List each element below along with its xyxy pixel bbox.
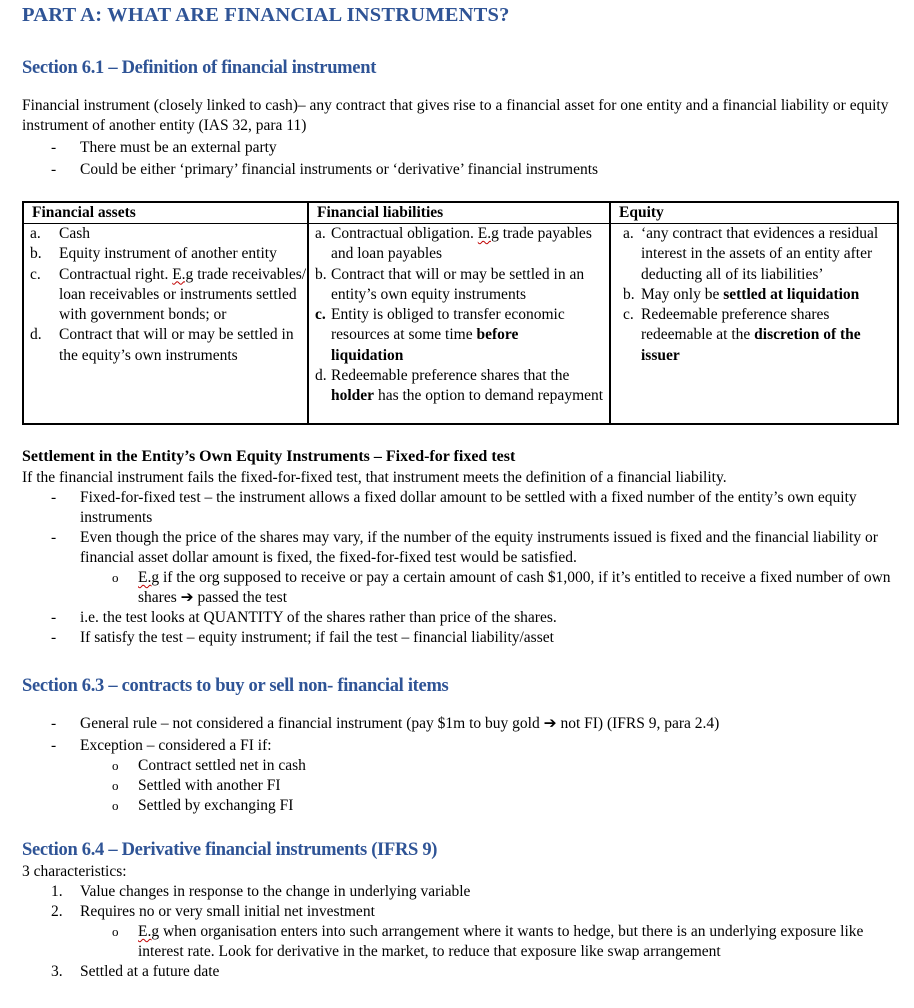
- list-item: [0, 138, 894, 158]
- spellcheck-word: E.g: [477, 225, 499, 242]
- emphasis-text: holder: [331, 387, 375, 405]
- item-label: a.: [623, 225, 634, 242]
- list-item: [24, 244, 307, 264]
- bullet-text: Could be either ‘primary’ financial instruments or ‘derivative’ financial instruments: [80, 161, 599, 178]
- list-item: [0, 628, 894, 648]
- item-number: 3.: [51, 963, 63, 980]
- bullet-text: if the org supposed to receive or pay a certain amount of cash $1,000, if it’s entitled to receive a fixed number of own shares ➔ passed the test: [138, 569, 891, 606]
- page-title: PART A: WHAT ARE FINANCIAL INSTRUMENTS?: [22, 4, 510, 26]
- item-text: Contractual right.: [59, 265, 173, 283]
- bullet-text: Fixed-for-fixed test – the instrument allows a fixed dollar amount to be settled with a fixed number of the entity’s own equity instruments: [80, 489, 857, 526]
- item-text: Cash: [59, 225, 90, 242]
- circle-bullet: o: [112, 798, 119, 813]
- bullet-text: General rule – not considered a financial instrument (pay $1m to buy gold ➔ not FI) (IFRS 9, para 2.4): [80, 715, 720, 732]
- spellcheck-word: E.g: [138, 569, 160, 586]
- item-text: Requires no or very small initial net investment: [80, 903, 375, 920]
- list-item: [0, 568, 894, 608]
- characteristics-list: [0, 882, 894, 982]
- settlement-bullets: [0, 488, 894, 648]
- item-label: d.: [315, 367, 327, 385]
- item-label: c.: [30, 265, 41, 283]
- list-item: [0, 736, 894, 756]
- list-item: [0, 902, 894, 922]
- section-6-4-heading: Section 6.4 – Derivative financial instruments (IFRS 9): [22, 840, 438, 860]
- section-6-4-intro: 3 characteristics:: [22, 863, 127, 880]
- bullet-text: If satisfy the test – equity instrument; if fail the test – financial liability/asset: [80, 629, 554, 646]
- item-number: 2.: [51, 903, 63, 920]
- item-label: b.: [30, 245, 42, 263]
- dash-bullet: -: [51, 529, 57, 546]
- section-6-3-heading: Section 6.3 – contracts to buy or sell non- financial items: [22, 676, 449, 696]
- equity-column: [611, 203, 897, 423]
- bullet-text: Settled by exchanging FI: [138, 797, 294, 814]
- settlement-intro: If the financial instrument fails the fixed-for-fixed test, that instrument meets the definition of a financial liability.: [22, 469, 727, 486]
- list-item: [611, 285, 897, 305]
- item-label: b.: [623, 285, 635, 303]
- assets-header: Financial assets: [24, 203, 307, 224]
- list-item: [0, 528, 894, 568]
- item-label: c.: [623, 306, 634, 324]
- emphasis-text: liquidation: [331, 346, 404, 364]
- item-text: Equity instrument of another entity: [59, 245, 277, 263]
- list-item: [611, 224, 897, 285]
- dash-bullet: -: [51, 139, 57, 156]
- emphasis-text: before: [476, 326, 519, 344]
- bullet-text: Settled with another FI: [138, 777, 281, 794]
- item-text: has the option to demand repayment: [374, 387, 604, 405]
- item-text: trade receivables/ loan receivables or instruments settled with government bonds; or: [59, 265, 307, 324]
- item-label: a.: [30, 225, 41, 242]
- assets-column: [24, 203, 309, 423]
- emphasis-text: settled at liquidation: [723, 285, 860, 303]
- bullet-text: Even though the price of the shares may vary, if the number of the equity instruments issued is fixed and the financial liability or financial asset dollar amount is fixed, the fixed-for-fixed test would be satisfied.: [80, 529, 878, 566]
- spellcheck-word: E.g: [172, 265, 194, 283]
- equity-header: Equity: [611, 203, 897, 224]
- list-item: [24, 265, 307, 326]
- dash-bullet: -: [51, 161, 57, 178]
- dash-bullet: -: [51, 715, 57, 732]
- list-item: [0, 796, 894, 816]
- bullet-text: Exception – considered a FI if:: [80, 737, 272, 754]
- list-item: [611, 305, 897, 366]
- list-item: [0, 160, 894, 180]
- item-number: 1.: [51, 883, 63, 900]
- list-item: [0, 776, 894, 796]
- bullet-text: i.e. the test looks at QUANTITY of the shares rather than price of the shares.: [80, 609, 557, 626]
- list-item: [0, 488, 894, 528]
- circle-bullet: o: [112, 570, 119, 585]
- bullet-text: Contract settled net in cash: [138, 757, 306, 774]
- liabilities-header: Financial liabilities: [309, 203, 609, 224]
- item-text: Contractual obligation.: [331, 225, 478, 242]
- item-text: ‘any contract that evidences a residual interest in the assets of an entity after deducting all of its liabilities’: [641, 225, 879, 283]
- list-item: [309, 366, 609, 407]
- item-text: Entity is obliged to transfer economic resources at some time: [331, 306, 565, 344]
- item-text: when organisation enters into such arrangement where it wants to hedge, but there is an underlying exposure like interest rate. Look for derivative in the market, to reduce that exposure like swap arrangement: [138, 923, 864, 960]
- list-item: [0, 608, 894, 628]
- dash-bullet: -: [51, 489, 57, 506]
- list-item: [0, 962, 894, 982]
- circle-bullet: o: [112, 924, 119, 939]
- item-text: Value changes in response to the change in underlying variable: [80, 883, 471, 900]
- list-item: [309, 305, 609, 366]
- settlement-heading: Settlement in the Entity’s Own Equity Instruments – Fixed-for fixed test: [22, 448, 516, 465]
- bullet-text: There must be an external party: [80, 139, 277, 156]
- list-item: [309, 265, 609, 306]
- emphasis-text: discretion of the: [754, 326, 861, 344]
- item-text: May only be: [641, 285, 724, 303]
- item-label: d.: [30, 326, 42, 344]
- list-item: [0, 756, 894, 776]
- section-6-1-heading: Section 6.1 – Definition of financial instrument: [22, 58, 377, 78]
- dash-bullet: -: [51, 737, 57, 754]
- section-6-3-bullets: [0, 714, 894, 816]
- list-item: [309, 224, 609, 265]
- dash-bullet: -: [51, 629, 57, 646]
- section-6-1-bullets: [0, 138, 894, 180]
- item-text: Redeemable preference shares redeemable at the: [641, 306, 830, 344]
- item-text: Contract that will or may be settled in an entity’s own equity instruments: [331, 265, 585, 303]
- item-text: trade payables and loan payables: [331, 225, 592, 263]
- list-item: [0, 882, 894, 902]
- item-text: Redeemable preference shares that the: [331, 367, 570, 385]
- emphasis-text: issuer: [641, 346, 680, 364]
- circle-bullet: o: [112, 778, 119, 793]
- item-text: Settled at a future date: [80, 963, 220, 980]
- dash-bullet: -: [51, 609, 57, 626]
- item-label: a.: [315, 225, 326, 242]
- item-label: c.: [315, 306, 326, 324]
- liabilities-column: [309, 203, 611, 423]
- item-text: Contract that will or may be settled in the equity’s own instruments: [59, 326, 294, 364]
- circle-bullet: o: [112, 758, 119, 773]
- item-label: b.: [315, 265, 327, 283]
- financial-instruments-table: [22, 201, 899, 425]
- list-item: [24, 325, 307, 366]
- section-6-1-intro: Financial instrument (closely linked to cash)– any contract that gives rise to a financial asset for one entity and a financial liability or equity instrument of another entity (IAS 32, para 11): [22, 97, 889, 134]
- list-item: [24, 224, 307, 244]
- spellcheck-word: E.g: [138, 923, 160, 940]
- list-item: [0, 922, 894, 962]
- list-item: [0, 714, 894, 734]
